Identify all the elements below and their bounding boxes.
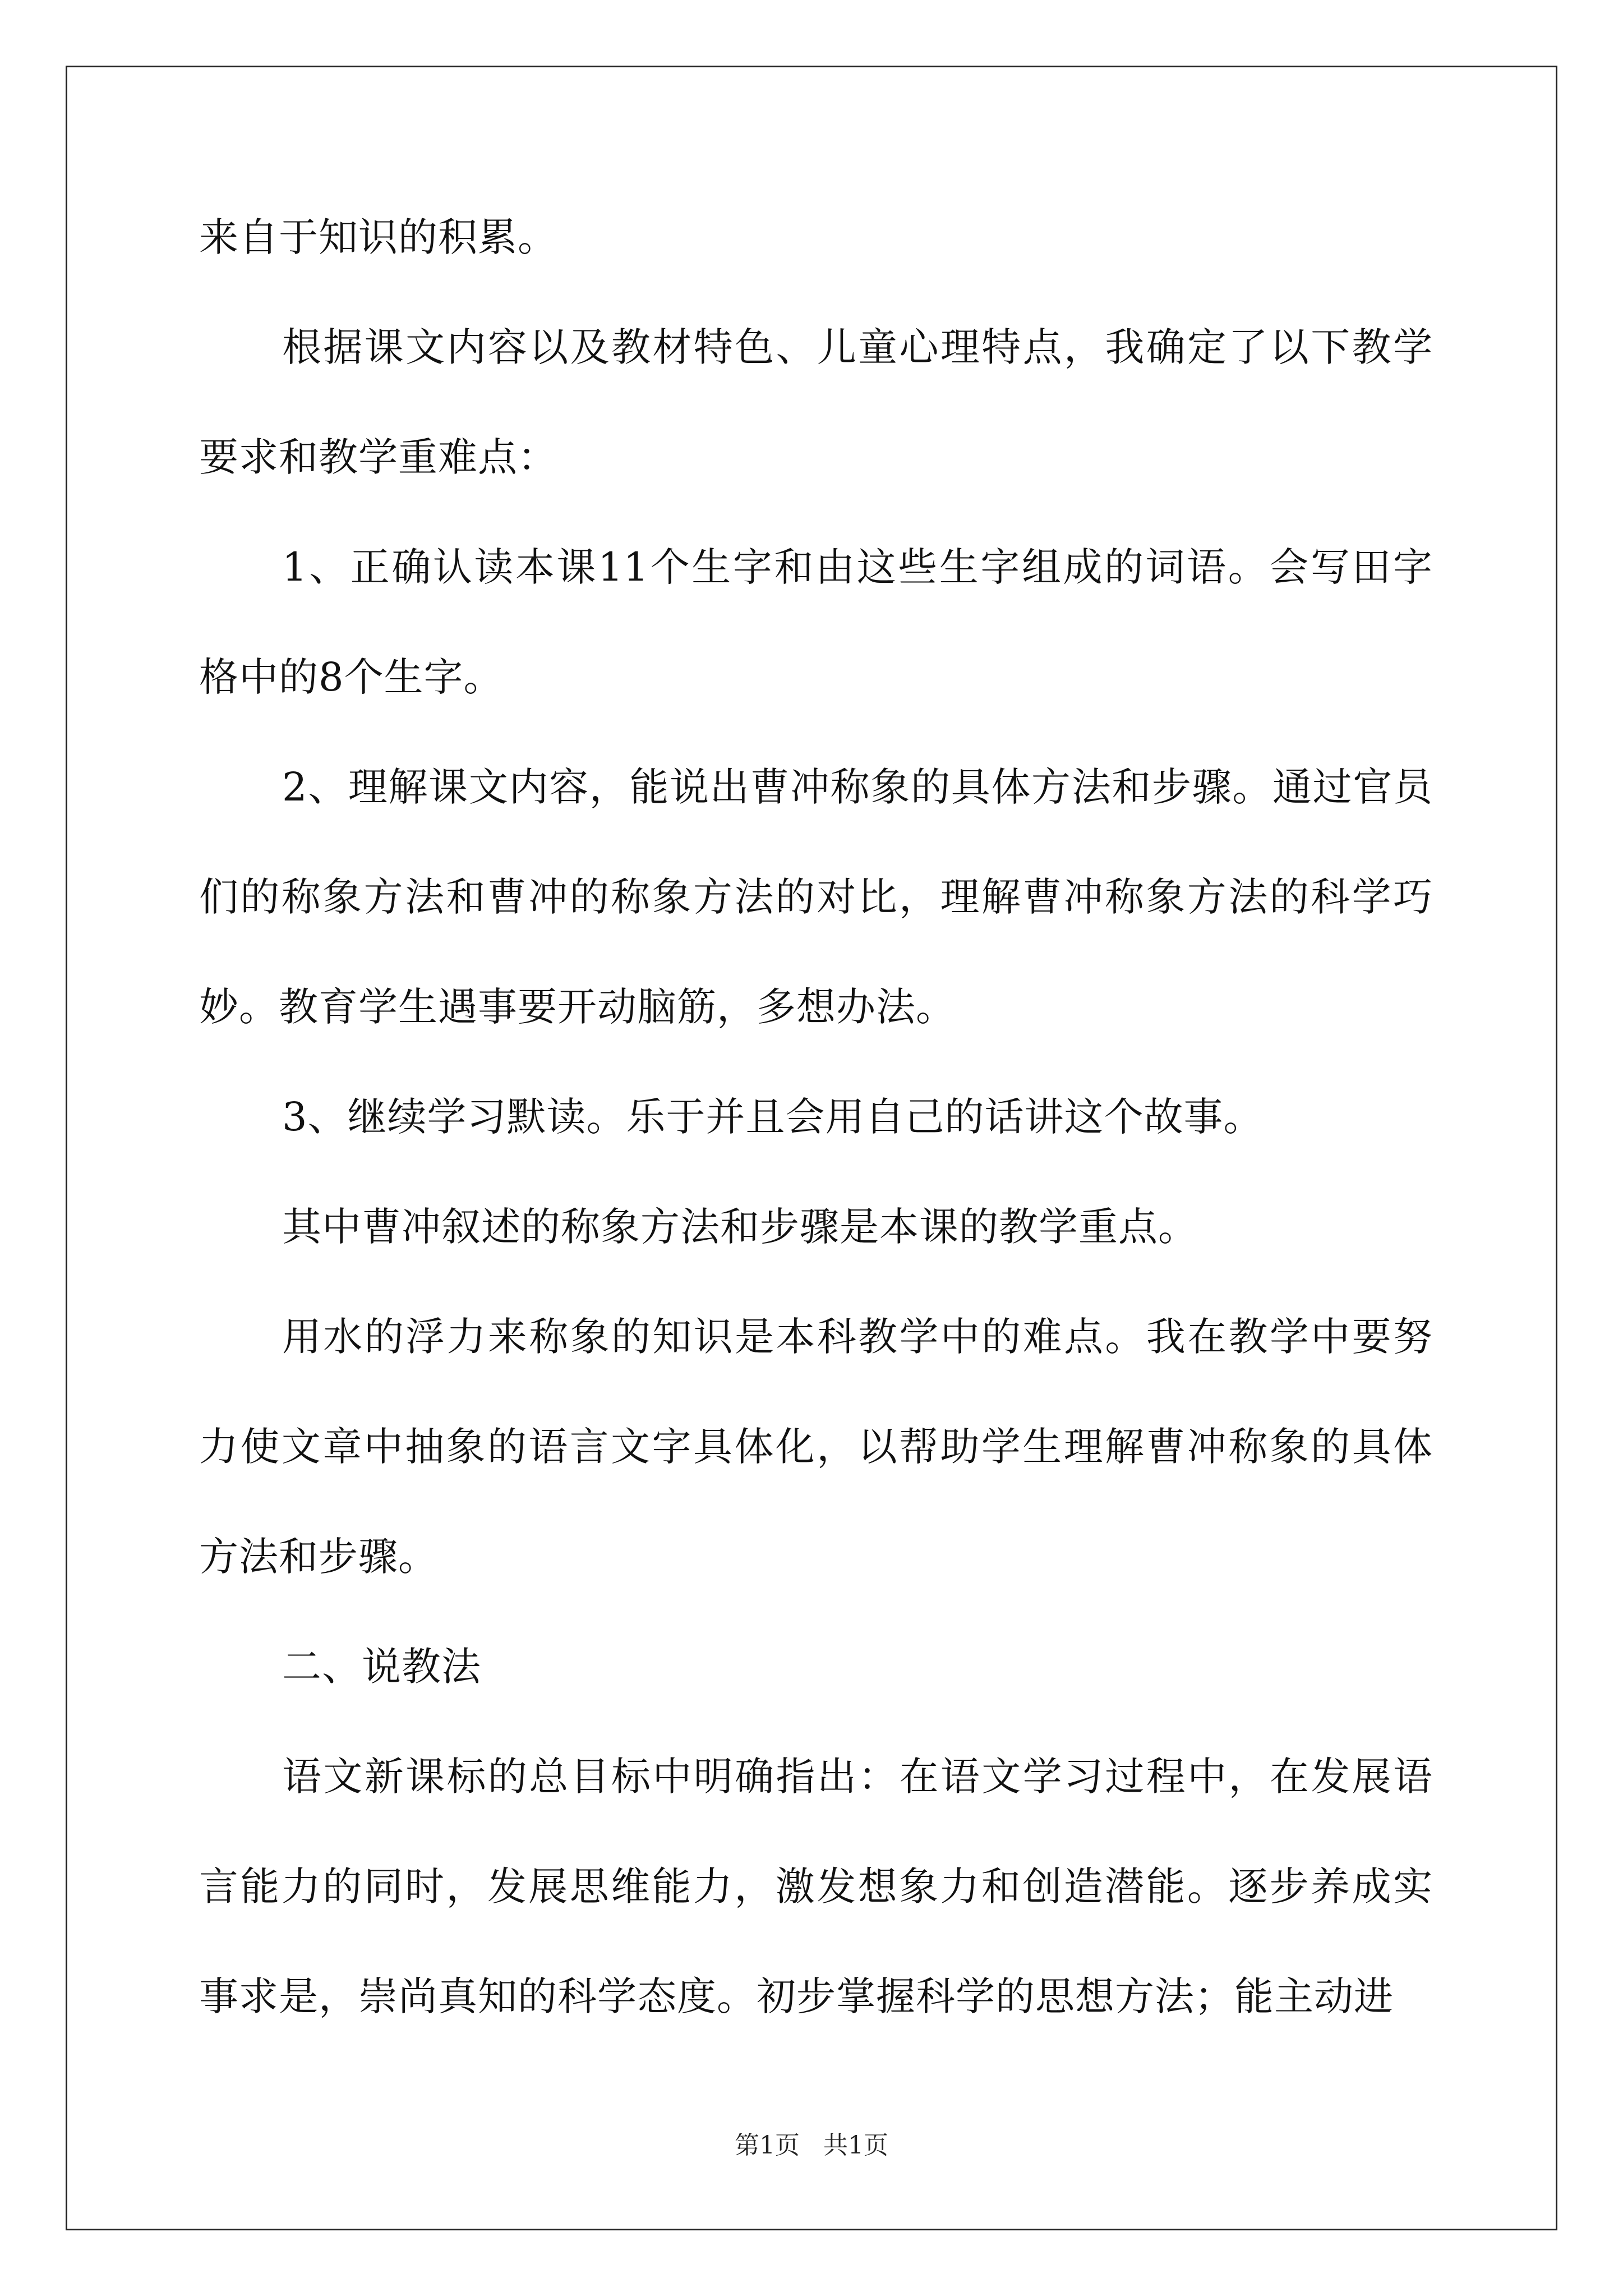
document-body bbox=[199, 182, 1433, 2051]
paragraph-7: 用水的浮力来称象的知识是本科教学中的难点。我在教学中要努力使文章中抽象的语言文字具体化，以帮助学生理解曹冲称象的具体方法和步骤。 bbox=[199, 1314, 1433, 1580]
paragraph-1: 来自于知识的积累。 bbox=[199, 214, 557, 260]
page-footer: 第1页 共1页 bbox=[735, 2131, 888, 2160]
section-heading: 二、说教法 bbox=[282, 1644, 481, 1690]
paragraph-4: 2、理解课文内容，能说出曹冲称象的具体方法和步骤。通过官员们的称象方法和曹冲的称象方法的对比，理解曹冲称象方法的科学巧妙。教育学生遇事要开动脑筋，多想办法。 bbox=[199, 764, 1433, 1030]
paragraph-5: 3、继续学习默读。乐于并且会用自己的话讲这个故事。 bbox=[282, 1094, 1264, 1140]
paragraph-3: 1、正确认读本课11个生字和由这些生字组成的词语。会写田字格中的8个生字。 bbox=[199, 544, 1433, 700]
paragraph-6: 其中曹冲叙述的称象方法和步骤是本课的教学重点。 bbox=[282, 1204, 1198, 1250]
paragraph-9: 语文新课标的总目标中明确指出：在语文学习过程中，在发展语言能力的同时，发展思维能力，激发想象力和创造潜能。逐步养成实事求是，崇尚真知的科学态度。初步掌握科学的思想方法；能主动进 bbox=[199, 1754, 1433, 2019]
paragraph-2: 根据课文内容以及教材特色、儿童心理特点，我确定了以下教学要求和教学重难点： bbox=[199, 324, 1433, 480]
